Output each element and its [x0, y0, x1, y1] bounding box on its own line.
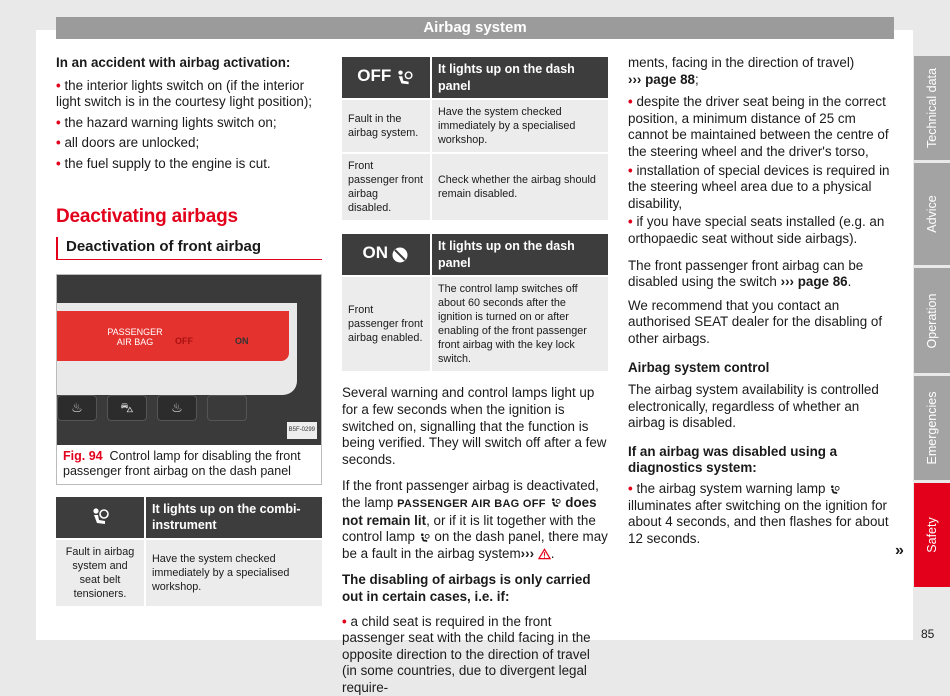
table-row: Fault in the airbag system. Have the system checked immediately by a specialised workshop.	[342, 100, 608, 152]
page-number: 85	[921, 627, 934, 641]
figure-code: B5F-0299	[287, 422, 317, 439]
continue-arrow-icon: »	[895, 542, 904, 560]
passenger-airbag-on-icon: ON	[342, 234, 430, 275]
reference-arrow: ›››	[521, 546, 534, 561]
paragraph-dealer: We recommend that you contact an authorised SEAT dealer for the disabling of other airbags.	[628, 298, 894, 348]
table-row: Front passenger front airbag disabled. Check whether the airbag should remain disabled.	[342, 154, 608, 220]
airbag-switch-image	[57, 275, 321, 445]
tab-safety[interactable]: Safety	[914, 483, 950, 587]
column-3	[628, 55, 894, 547]
tab-emergencies[interactable]: Emergencies	[914, 376, 950, 480]
paragraph-control: The airbag system availability is controlled electronically, regardless of whether an airbag is disabled.	[628, 382, 894, 432]
subsection-title: Deactivation of front airbag	[56, 237, 322, 260]
on-lamp-label: ON	[235, 333, 249, 350]
list-item: • installation of special devices is required in the steering wheel area due to a physical disability,	[628, 163, 894, 213]
list-item: • the interior lights switch on (if the interior light switch is in the courtesy light position);	[56, 78, 322, 111]
continued-text: ments, facing in the direction of travel) ››› page 88;	[628, 55, 894, 88]
car-icon: ⛍	[107, 395, 147, 421]
tab-operation[interactable]: Operation	[914, 268, 950, 373]
paragraph-deactivated: If the front passenger airbag is deactivated, the lamp PASSENGER AIR BAG OFF does not remain lit, or if it is lit together with the control lamp on the dash panel, there may be a fault in the airbag system››› .	[342, 478, 608, 562]
combi-instrument-table	[54, 495, 324, 608]
blank-button	[207, 395, 247, 421]
figure-caption: Fig. 94 Control lamp for disabling the front passenger front airbag on the dash panel	[57, 445, 321, 484]
page-86-link[interactable]: page 86	[798, 274, 848, 289]
table-header: It lights up on the dash panel	[432, 57, 608, 98]
list-item: • the hazard warning lights switch on;	[56, 115, 322, 132]
column-1	[56, 55, 322, 608]
accident-title: In an accident with airbag activation:	[56, 55, 322, 72]
list-item: • despite the driver seat being in the correct position, a minimum distance of 25 cm cannot be maintained between the centre of the steering wheel and the driver's torso,	[628, 94, 894, 160]
paragraph-switch: The front passenger front airbag can be disabled using the switch ››› page 86.	[628, 258, 894, 291]
tab-technical-data[interactable]: Technical data	[914, 56, 950, 160]
disabling-title: The disabling of airbags is only carried out in certain cases, i.e. if:	[342, 572, 608, 605]
list-item: • the airbag system warning lamp illuminates after switching on the ignition for about 4 seconds, and then flashes for about 12 seconds.	[628, 481, 894, 547]
seat-icon: ♨	[157, 395, 197, 421]
control-title: Airbag system control	[628, 360, 894, 377]
dash-buttons	[57, 395, 321, 425]
paragraph-lamps: Several warning and control lamps light up for a few seconds when the ignition is switched on, signalling that the function is being verified. They will switch off after a few seconds.	[342, 385, 608, 468]
section-title: Deactivating airbags	[56, 209, 322, 226]
list-item: • all doors are unlocked;	[56, 135, 322, 152]
column-2	[342, 55, 608, 696]
table-header: It lights up on the dash panel	[432, 234, 608, 275]
seat-heat-icon: ♨	[57, 395, 97, 421]
passenger-airbag-off-icon: OFF	[342, 57, 430, 98]
airbag-lamp-icon	[56, 497, 144, 538]
warning-triangle-icon	[538, 548, 551, 560]
tab-advice[interactable]: Advice	[914, 163, 950, 265]
list-item: • a child seat is required in the front passenger seat with the child facing in the opposite direction to the direction of travel (in some countries, due to divergent legal require-	[342, 614, 608, 696]
off-lamp-label: OFF	[175, 333, 193, 350]
table-row: Fault in airbag system and seat belt tensioners. Have the system checked immediately by a specialised workshop.	[56, 540, 322, 606]
diagnostics-title: If an airbag was disabled using a diagnostics system:	[628, 444, 894, 477]
figure-94	[56, 274, 322, 485]
list-item: • if you have special seats installed (e.g. an orthopaedic seat without side airbags).	[628, 214, 894, 247]
list-item: • the fuel supply to the engine is cut.	[56, 156, 322, 173]
table-row: Front passenger front airbag enabled. The control lamp switches off about 60 seconds after the ignition is turned on or after enabling of the front passenger front airbag with the key lock switch.	[342, 277, 608, 371]
page-header: Airbag system	[56, 17, 894, 39]
dash-panel-off-table	[340, 55, 610, 222]
page-88-link[interactable]: page 88	[645, 72, 695, 87]
airbag-warning-bar	[57, 311, 289, 361]
dash-panel-on-table	[340, 232, 610, 373]
table-header: It lights up on the combi-instrument	[146, 497, 322, 538]
passenger-airbag-label: PASSENGER AIR BAG	[105, 327, 165, 347]
chapter-tabs	[914, 56, 950, 590]
